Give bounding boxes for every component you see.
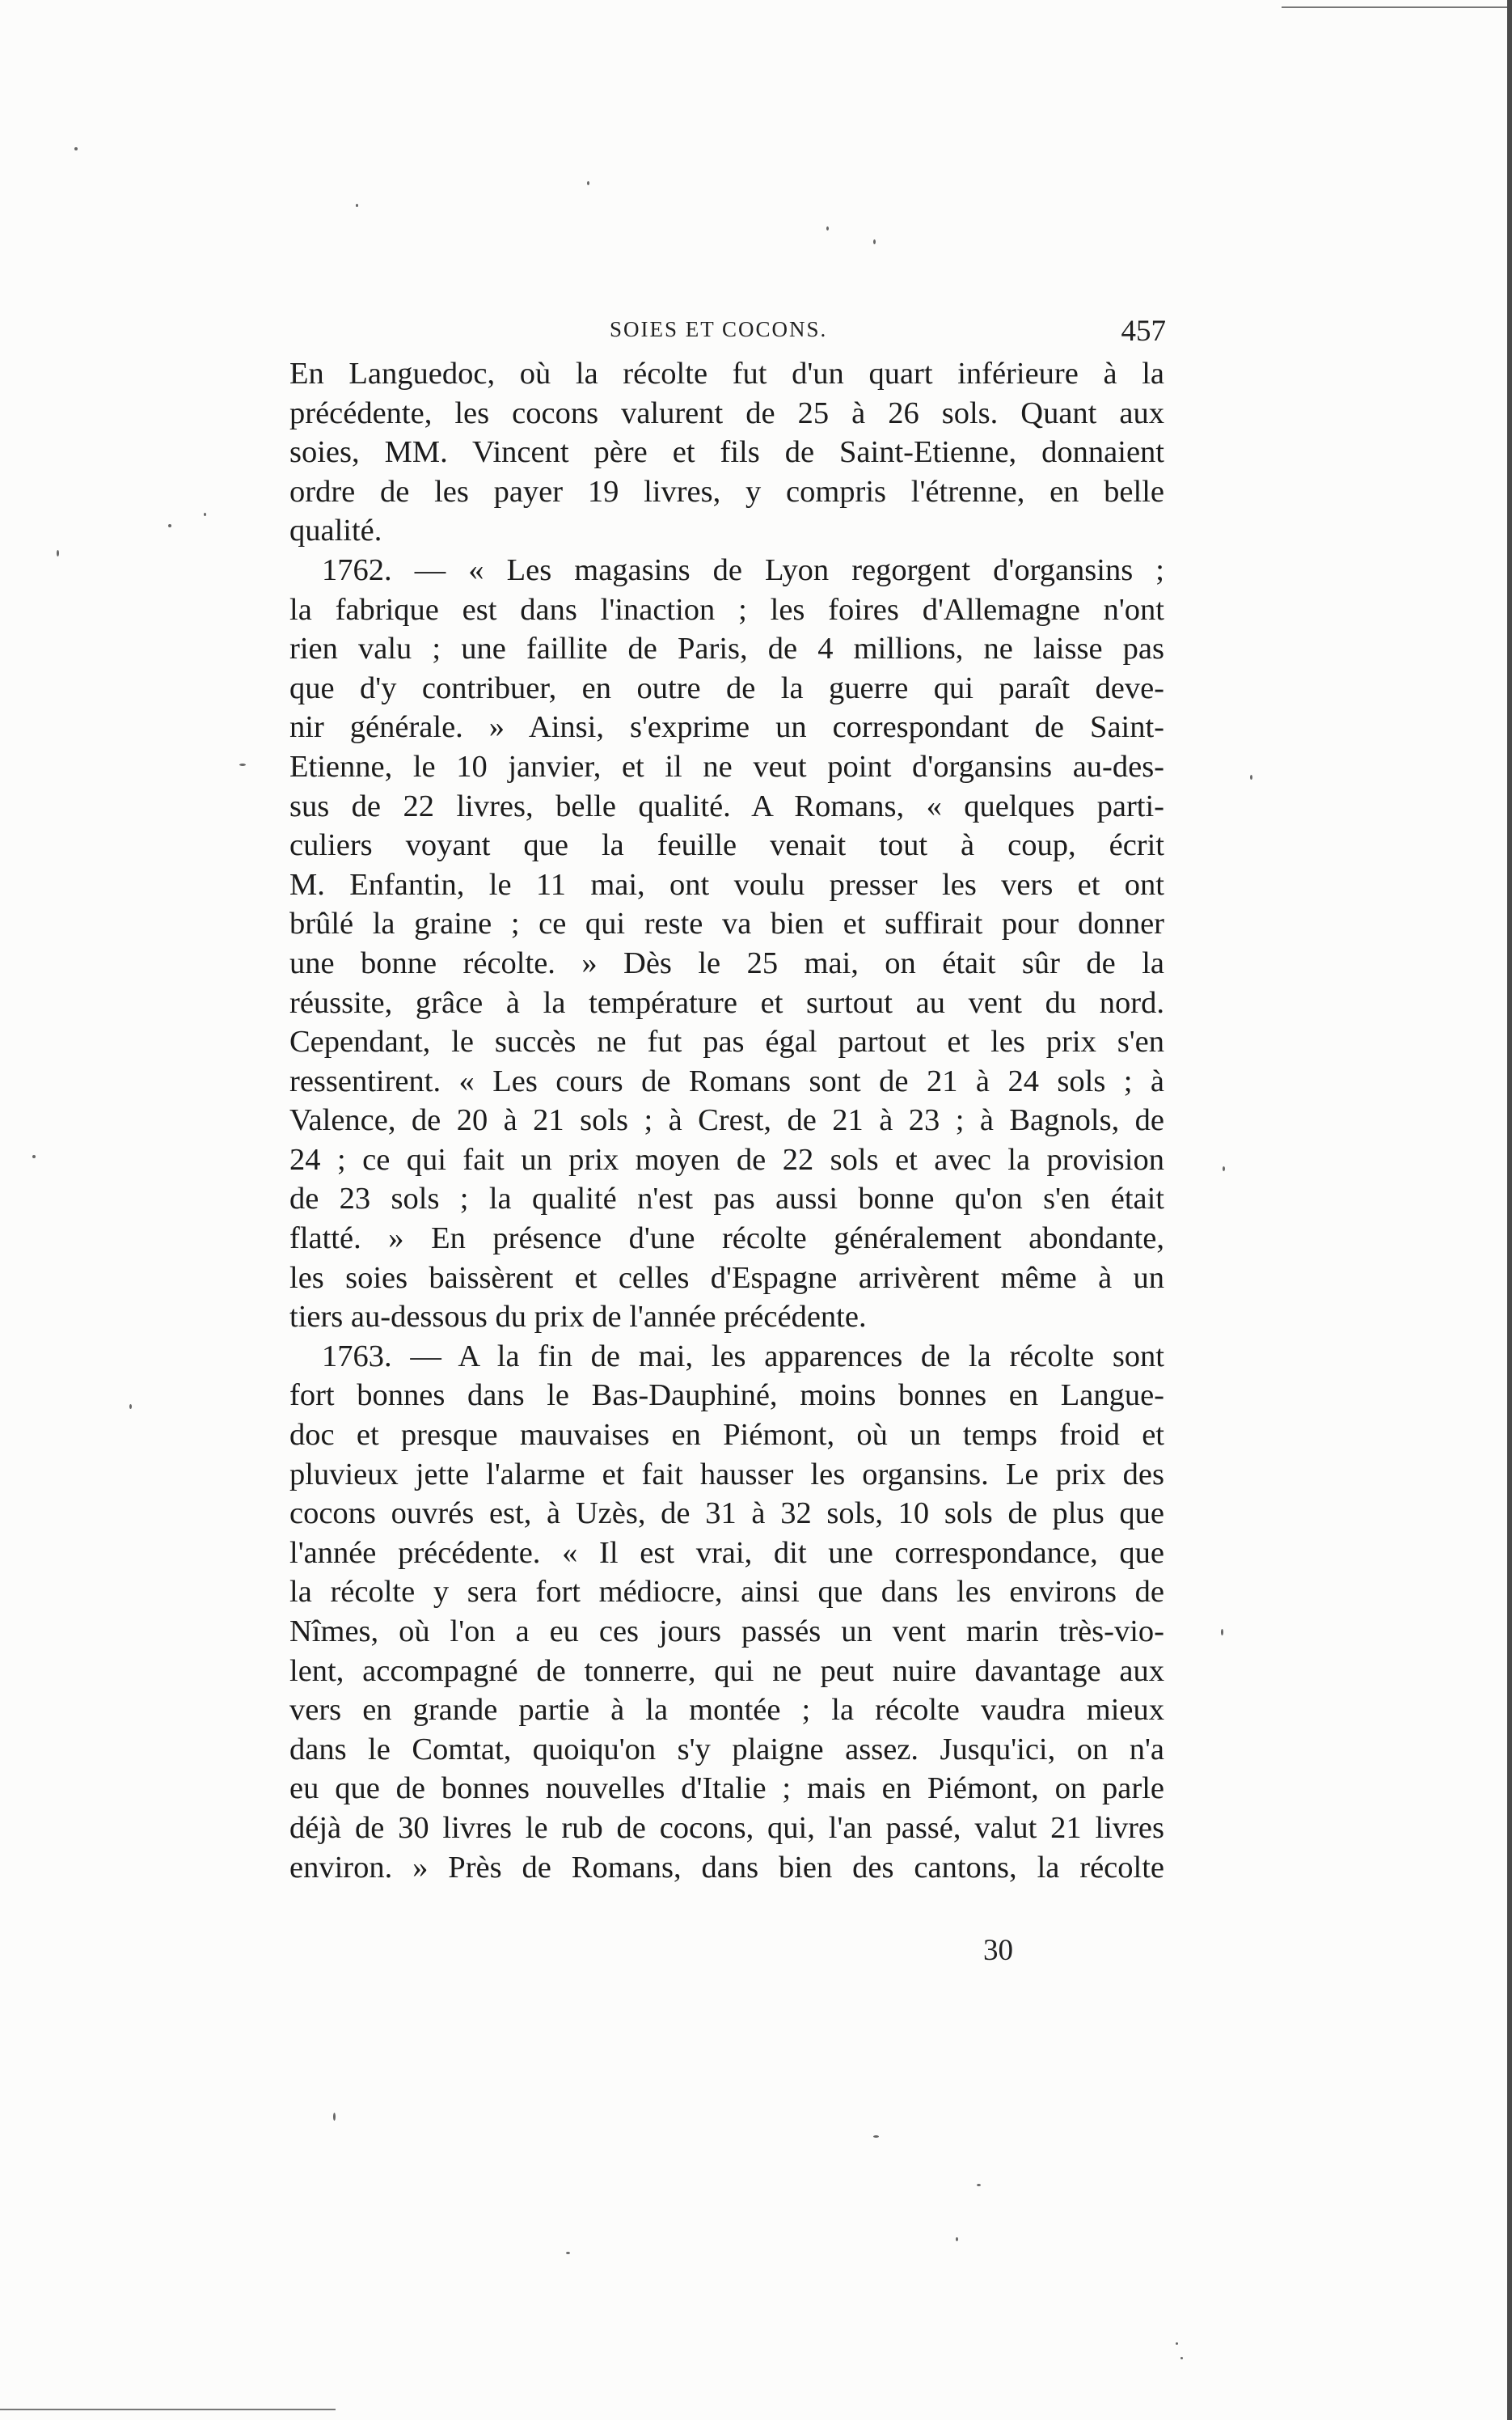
running-title: SOIES ET COCONS. <box>610 317 828 341</box>
scan-edge-rule-bottom <box>0 2409 336 2410</box>
text-line: précédente, les cocons valurent de 25 à 26 sols. Quant aux <box>289 396 1164 430</box>
scan-speck <box>873 239 876 244</box>
text-line: eu que de bonnes nouvelles d'Italie ; mais en Piémont, on parle <box>289 1771 1164 1806</box>
text-line: M. Enfantin, le 11 mai, ont voulu presser les vers et ont <box>289 867 1164 902</box>
text-line: brûlé la graine ; ce qui reste va bien et suffirait pour donner <box>289 907 1164 941</box>
text-line: sus de 22 livres, belle qualité. A Romans, « quelques parti- <box>289 789 1164 823</box>
text-line: Nîmes, où l'on a eu ces jours passés un vent marin très-vio- <box>289 1614 1164 1648</box>
scan-edge-rule-top <box>1282 6 1512 8</box>
text-line: Cependant, le succès ne fut pas égal partout et les prix s'en <box>289 1025 1164 1060</box>
scan-speck <box>566 2252 570 2254</box>
text-line: la fabrique est dans l'inaction ; les foires d'Allemagne n'ont <box>289 592 1164 627</box>
scan-speck <box>356 204 358 207</box>
scan-speck <box>239 764 246 766</box>
text-line: qualité. <box>289 514 382 548</box>
scan-speck <box>1223 1166 1225 1171</box>
text-line: En Languedoc, où la récolte fut d'un quart inférieure à la <box>289 357 1164 391</box>
scan-speck <box>168 524 171 527</box>
text-line: Etienne, le 10 janvier, et il ne veut point d'organsins au-des- <box>289 749 1164 784</box>
paragraph <box>289 551 1164 1337</box>
scan-speck <box>873 2135 879 2138</box>
text-line: l'année précédente. « Il est vrai, dit une correspondance, que <box>289 1535 1164 1570</box>
text-line: ordre de les payer 19 livres, y compris l'étrenne, en belle <box>289 474 1164 509</box>
text-line: déjà de 30 livres le rub de cocons, qui, l'an passé, valut 21 livres <box>289 1810 1164 1845</box>
scan-speck <box>74 147 78 150</box>
paragraph <box>289 1337 1164 1887</box>
scan-speck <box>129 1404 132 1409</box>
text-line: la récolte y sera fort médiocre, ainsi que dans les environs de <box>289 1575 1164 1610</box>
running-header <box>293 314 1166 354</box>
text-line: de 23 sols ; la qualité n'est pas aussi bonne qu'on s'en était <box>289 1182 1164 1216</box>
text-line: les soies baissèrent et celles d'Espagne arrivèrent même à un <box>289 1260 1164 1295</box>
text-line: dans le Comtat, quoiqu'on s'y plaigne assez. Jusqu'ici, on n'a <box>289 1732 1164 1766</box>
scan-speck <box>1250 775 1252 780</box>
scan-speck <box>333 2113 336 2121</box>
scan-speck <box>204 513 206 516</box>
text-line: doc et presque mauvaises en Piémont, où un temps froid et <box>289 1418 1164 1453</box>
text-line: 24 ; ce qui fait un prix moyen de 22 sols et avec la provision <box>289 1142 1164 1177</box>
scan-edge-rule-right <box>1507 0 1512 2420</box>
body-text <box>289 354 1164 1887</box>
text-line: environ. » Près de Romans, dans bien des cantons, la récolte <box>289 1850 1164 1885</box>
scan-speck <box>826 226 829 231</box>
text-line: soies, MM. Vincent père et fils de Saint-Etienne, donnaient <box>289 435 1164 470</box>
text-line: cocons ouvrés est, à Uzès, de 31 à 32 sols, 10 sols de plus que <box>289 1496 1164 1531</box>
text-line: ressentirent. « Les cours de Romans sont de 21 à 24 sols ; à <box>289 1064 1164 1098</box>
text-line: lent, accompagné de tonnerre, qui ne peut nuire davantage aux <box>289 1653 1164 1688</box>
scan-speck <box>956 2237 958 2241</box>
text-line: Valence, de 20 à 21 sols ; à Crest, de 21 à 23 ; à Bagnols, de <box>289 1103 1164 1138</box>
text-line: 1762. — « Les magasins de Lyon regorgent d'organsins ; <box>322 552 1164 587</box>
signature-mark: 30 <box>983 1934 1013 1967</box>
text-line: fort bonnes dans le Bas-Dauphiné, moins bonnes en Langue- <box>289 1378 1164 1413</box>
text-line: culiers voyant que la feuille venait tout à coup, écrit <box>289 828 1164 863</box>
text-line: une bonne récolte. » Dès le 25 mai, on était sûr de la <box>289 946 1164 980</box>
text-line: vers en grande partie à la montée ; la récolte vaudra mieux <box>289 1693 1164 1728</box>
scan-speck <box>32 1155 36 1158</box>
scan-speck <box>977 2184 981 2186</box>
scan-speck <box>1176 2342 1178 2345</box>
paragraph <box>289 354 1164 551</box>
text-line: tiers au-dessous du prix de l'année précédente. <box>289 1300 867 1335</box>
text-line: réussite, grâce à la température et surtout au vent du nord. <box>289 985 1164 1020</box>
text-line: que d'y contribuer, en outre de la guerre qui paraît deve- <box>289 671 1164 705</box>
text-line: nir générale. » Ainsi, s'exprime un correspondant de Saint- <box>289 710 1164 745</box>
text-line: 1763. — A la fin de mai, les apparences de la récolte sont <box>322 1339 1164 1373</box>
text-line: rien valu ; une faillite de Paris, de 4 millions, ne laisse pas <box>289 632 1164 666</box>
page-number: 457 <box>1121 315 1166 348</box>
scan-speck <box>57 550 59 556</box>
scan-speck <box>1180 2357 1183 2359</box>
text-line: pluvieux jette l'alarme et fait hausser les organsins. Le prix des <box>289 1457 1164 1491</box>
scan-speck <box>587 181 589 185</box>
text-line: flatté. » En présence d'une récolte généralement abondante, <box>289 1221 1164 1256</box>
scan-speck <box>1221 1629 1223 1635</box>
